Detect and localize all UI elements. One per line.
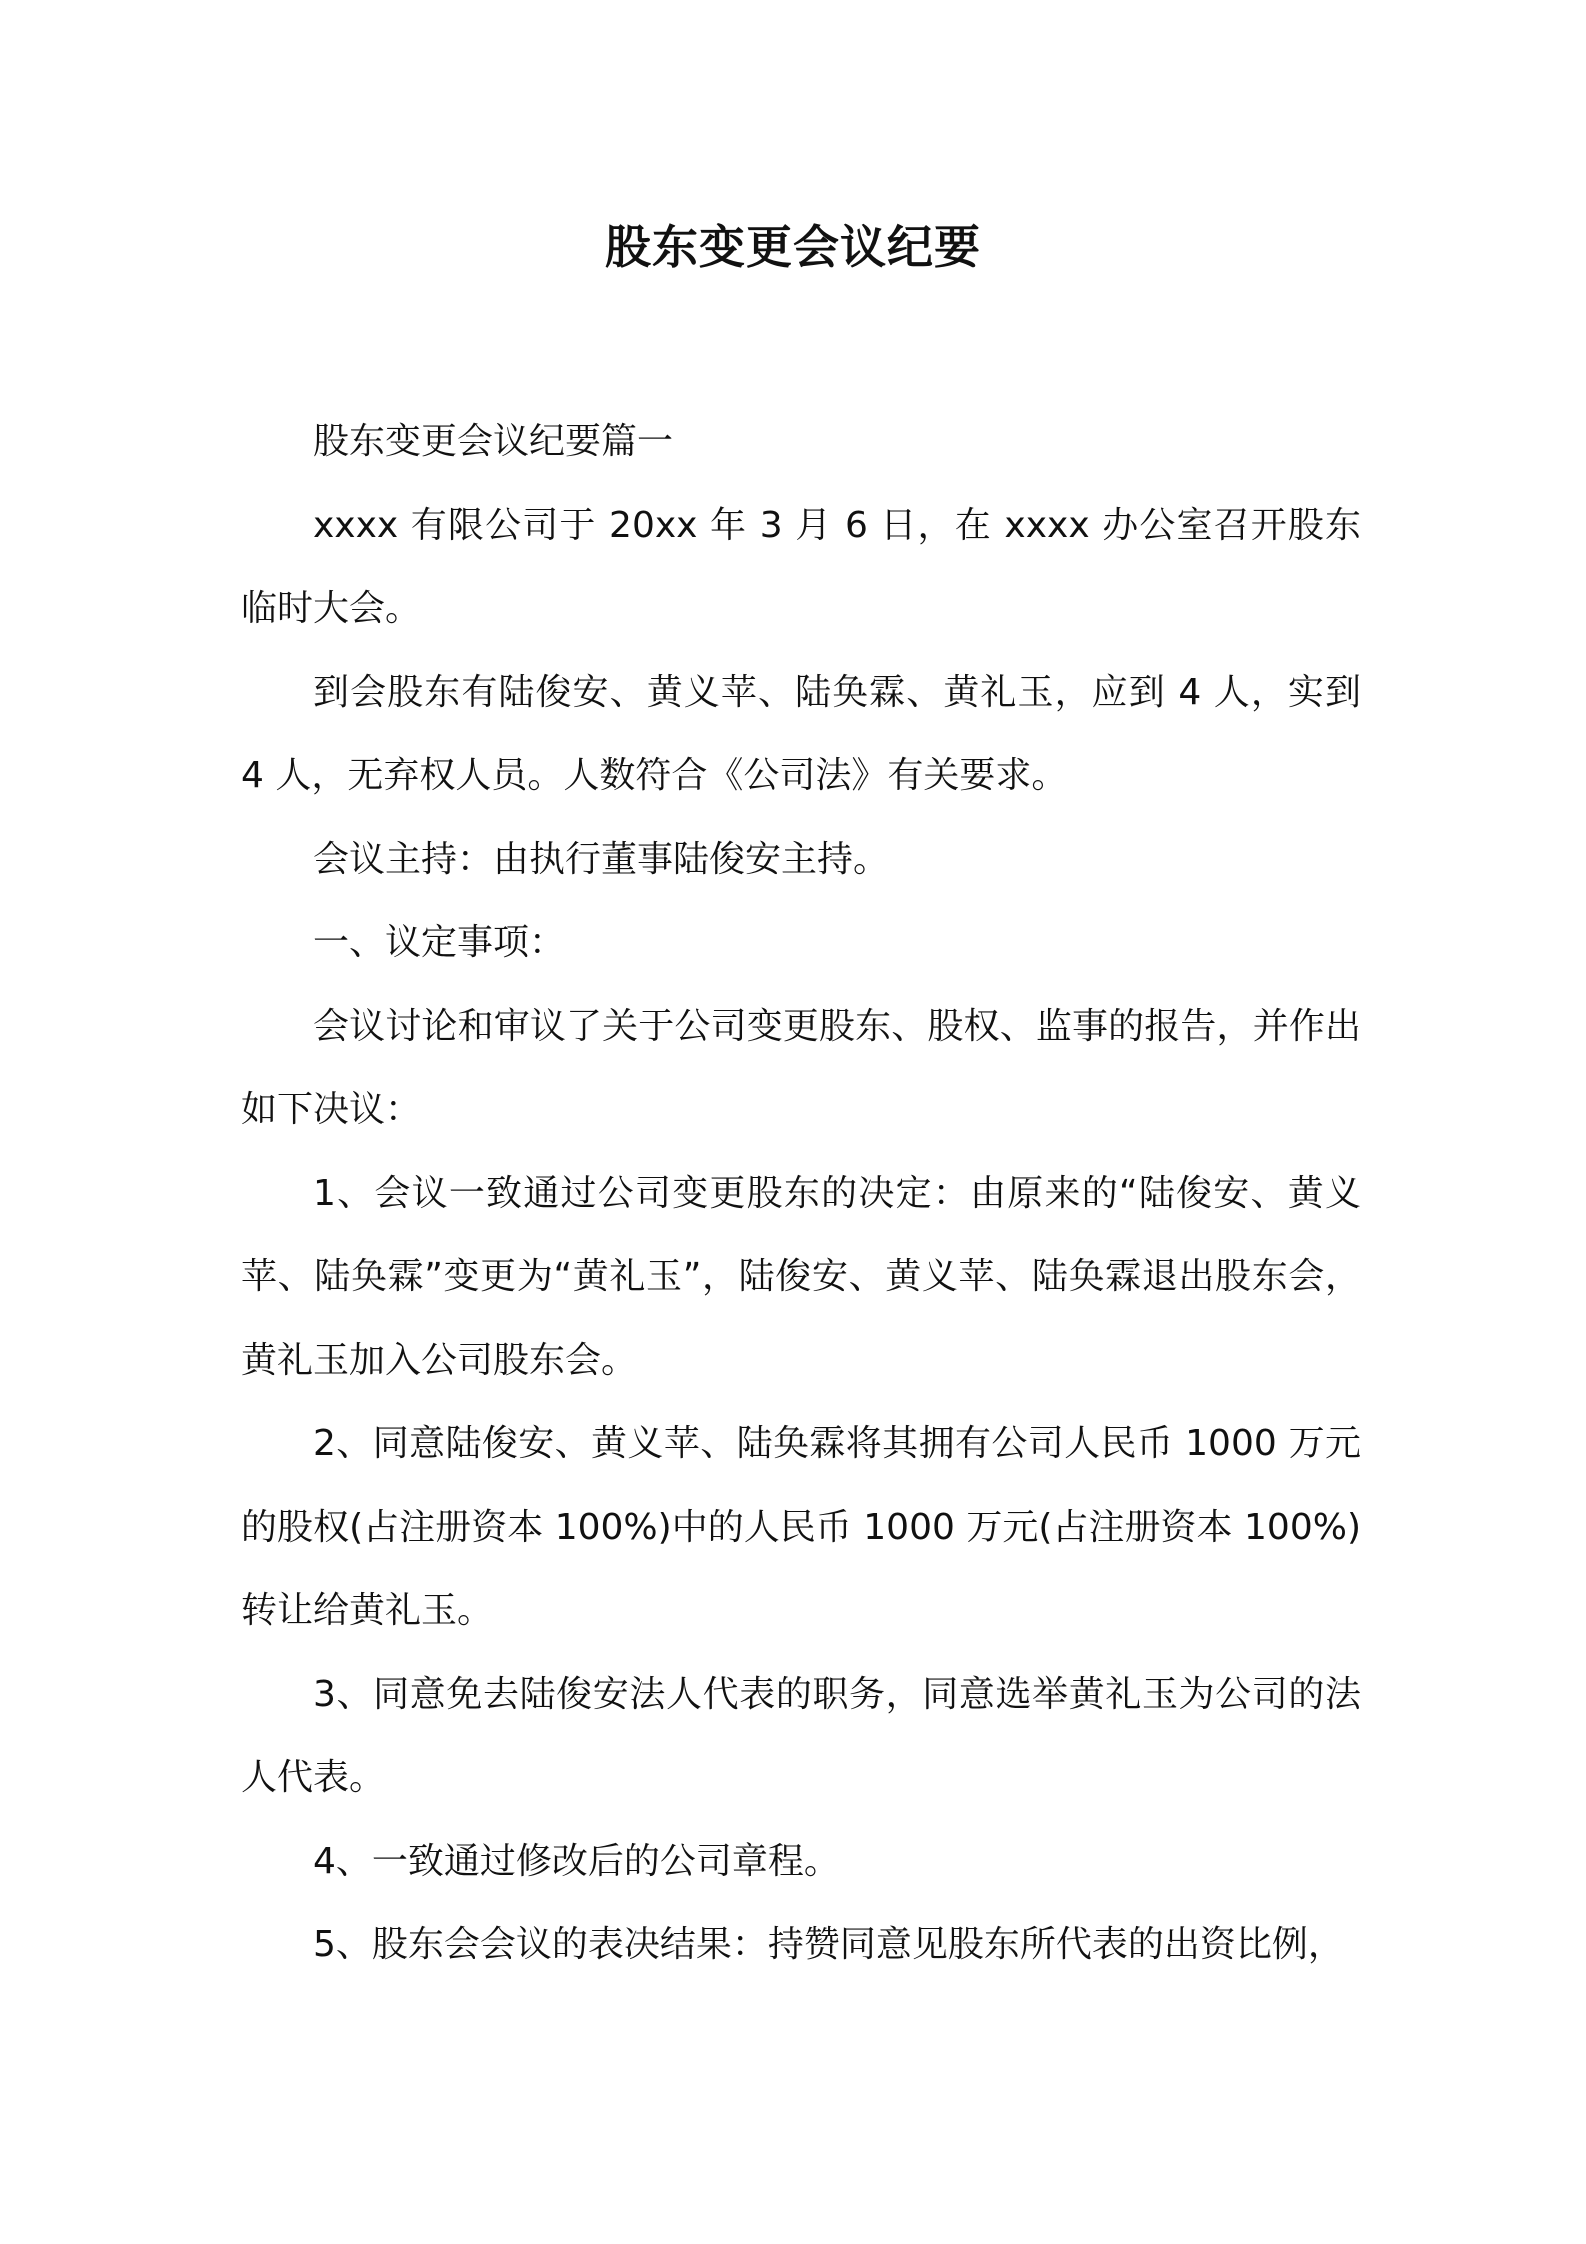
paragraph-meeting-info: xxxx 有限公司于 20xx 年 3 月 6 日，在 xxxx 办公室召开股东临时大会。 (241, 504, 1361, 629)
resolution-item-1: 1、会议一致通过公司变更股东的决定：由原来的“陆俊安、黄义苹、陆奂霖”变更为“黄礼玉”，陆俊安、黄义苹、陆奂霖退出股东会，黄礼玉加入公司股东会。 (241, 1172, 1361, 1381)
resolution-item-2: 2、同意陆俊安、黄义苹、陆奂霖将其拥有公司人民币 1000 万元的股权(占注册资本 100%)中的人民币 1000 万元(占注册资本 100%)转让给黄礼玉。 (241, 1423, 1361, 1631)
resolution-item-4: 4、一致通过修改后的公司章程。 (313, 1840, 840, 1882)
resolution-item-5: 5、股东会会议的表决结果：持赞同意见股东所代表的出资比例， (313, 1924, 1344, 1965)
paragraph-host: 会议主持：由执行董事陆俊安主持。 (313, 838, 890, 880)
paragraph-attendance: 到会股东有陆俊安、黄义苹、陆奂霖、黄礼玉，应到 4 人，实到 4 人，无弃权人员。人数符合《公司法》有关要求。 (241, 671, 1361, 796)
document-body (241, 400, 1361, 1987)
section-heading: 股东变更会议纪要篇一 (313, 421, 674, 462)
resolution-item-3: 3、同意免去陆俊安法人代表的职务，同意选举黄礼玉为公司的法人代表。 (241, 1673, 1361, 1798)
document-title: 股东变更会议纪要 (605, 220, 981, 274)
paragraph-agenda-heading: 一、议定事项： (313, 922, 566, 963)
paragraph-discussion: 会议讨论和审议了关于公司变更股东、股权、监事的报告，并作出如下决议： (241, 1005, 1361, 1130)
